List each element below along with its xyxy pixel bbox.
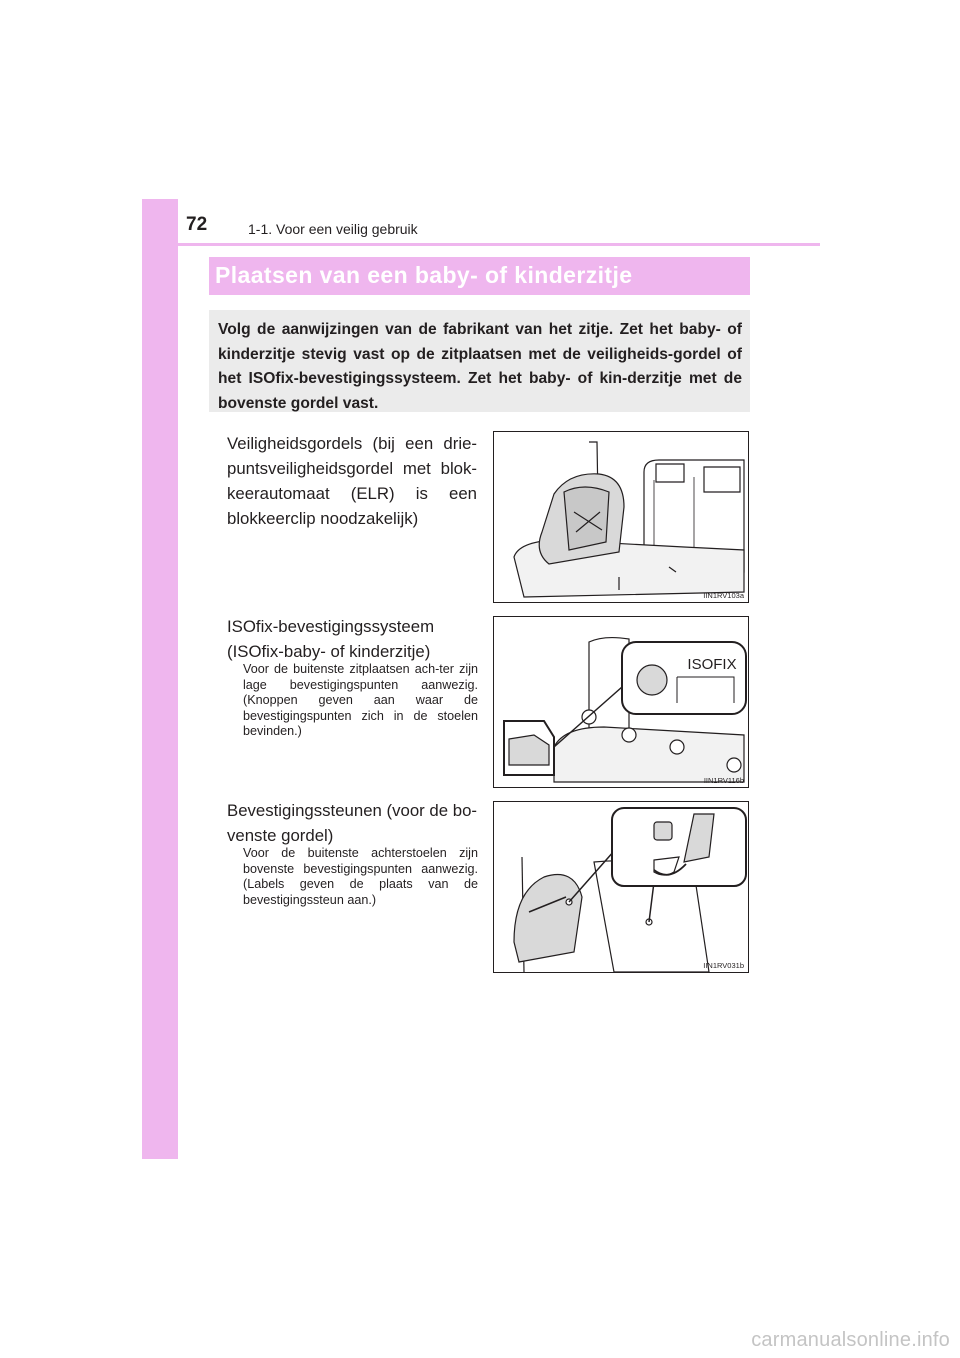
section-heading: 1-1. Voor een veilig gebruik xyxy=(248,221,418,237)
figure-code: IIN1RV116b xyxy=(703,776,744,785)
item-isofix-title: ISOfix-bevestigingssysteem (ISOfix-baby- of kinderzitje) xyxy=(227,617,435,661)
item-seatbelt-title: Veiligheidsgordels (bij een drie-puntsveiligheidsgordel met blok-keerautomaat (ELR) is een blokkeerclip noodzakelijk) xyxy=(227,434,477,528)
intro-text: Volg de aanwijzingen van de fabrikant van het zitje. Zet het baby- of kinderzitje stevig vast op de zitplaatsen met de veiligheids-gordel of het ISOfix-bevestigingssysteem. Zet het baby- of kin-derzitje met de bovenste gordel vast. xyxy=(218,321,742,412)
isofix-illustration xyxy=(494,617,749,788)
header-divider xyxy=(178,243,820,246)
child-seat-illustration xyxy=(494,432,749,603)
figure-code: IIN1RV031b xyxy=(703,961,744,970)
figure-isofix xyxy=(493,616,749,788)
chapter-tab-bar xyxy=(142,199,178,1159)
title-banner xyxy=(209,257,750,295)
figure-top-tether xyxy=(493,801,749,973)
page-number: 72 xyxy=(186,214,208,235)
item-isofix-description: Voor de buitenste zitplaatsen ach-ter zijn lage bevestigingspunten aanwezig. (Knoppen geven aan waar de bevestigingspunten zich in de stoelen bevinden.) xyxy=(243,662,478,738)
watermark: carmanualsonline.info xyxy=(751,1329,950,1351)
item-tether-description: Voor de buitenste achterstoelen zijn bovenste bevestigingspunten aanwezig. (Labels geven de plaats van de bevestigingssteun aan.) xyxy=(243,846,478,907)
figure-seatbelt-child-seat xyxy=(493,431,749,603)
item-tether-title: Bevestigingssteunen (voor de bo-venste gordel) xyxy=(227,801,478,845)
figure-code: IIN1RV103a xyxy=(703,591,744,600)
intro-box xyxy=(209,310,750,412)
top-tether-illustration xyxy=(494,802,749,973)
page-title: Plaatsen van een baby- of kinderzitje xyxy=(215,262,633,288)
isofix-label: ISOFIX xyxy=(687,656,737,673)
